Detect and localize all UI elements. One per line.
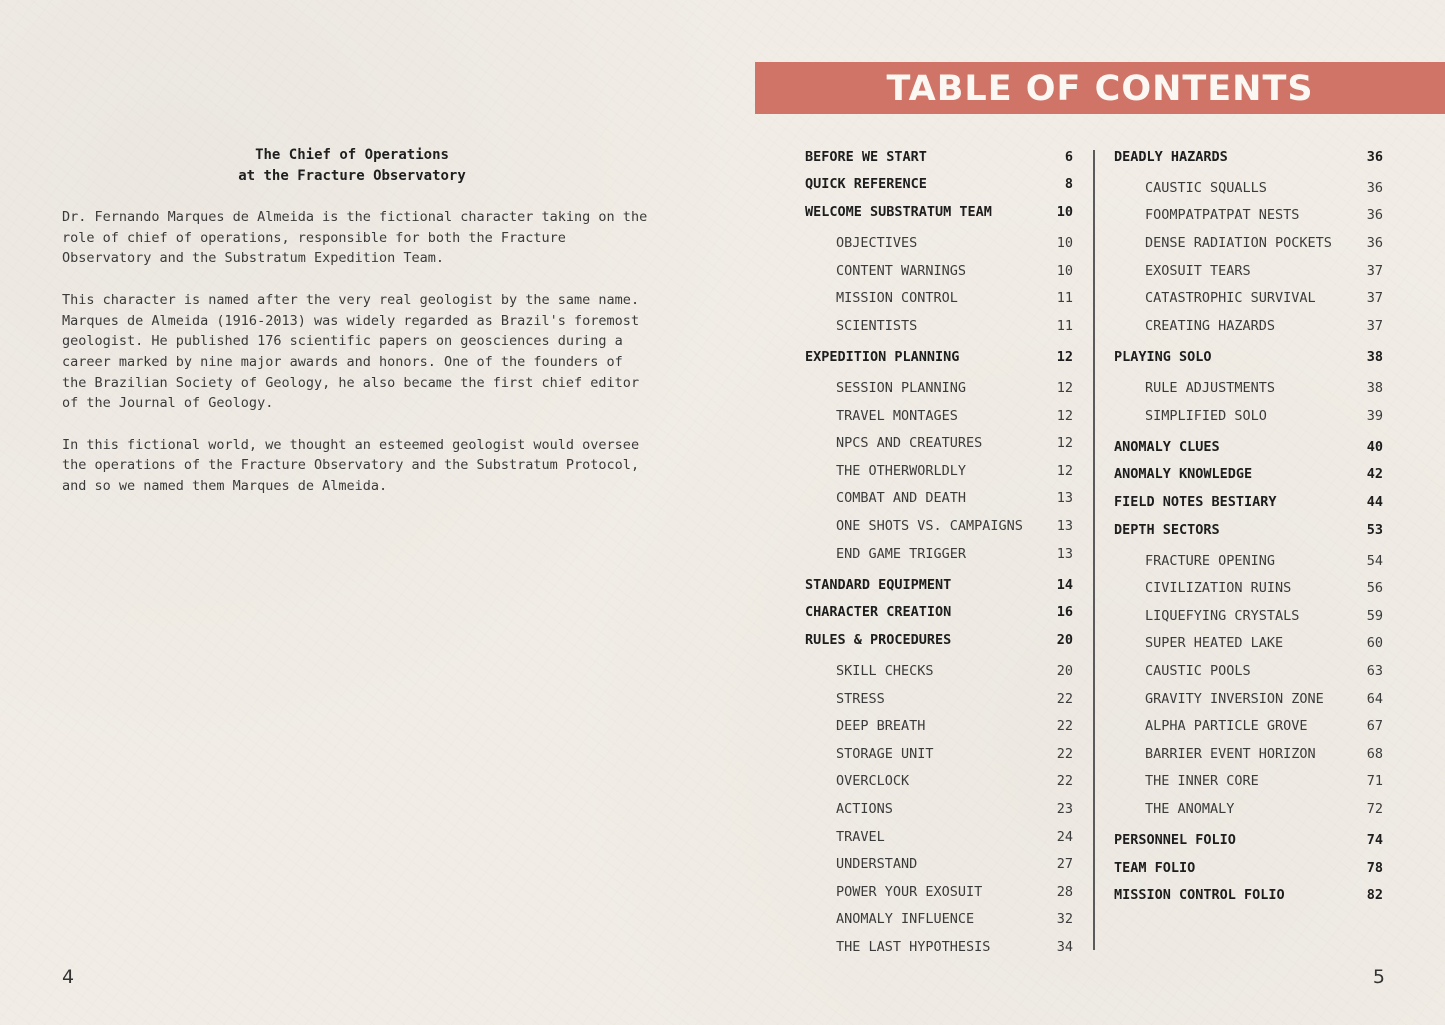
toc-section-entry[interactable] [1114,257,1383,285]
toc-entry-label: ACTIONS [836,800,893,817]
toc-section-entry[interactable] [1114,657,1383,685]
toc-section-entry[interactable] [1114,768,1383,796]
toc-entry-page-number: 11 [1056,317,1073,334]
toc-entry-label: BEFORE WE START [805,148,927,165]
toc-section-entry[interactable] [805,712,1073,740]
essay-body [62,207,652,518]
toc-chapter-entry[interactable] [805,198,1073,226]
toc-chapter-entry[interactable] [1114,143,1383,171]
toc-section-entry[interactable] [805,457,1073,485]
toc-banner [755,62,1445,114]
toc-title: TABLE OF CONTENTS [886,69,1314,109]
toc-chapter-entry[interactable] [1114,433,1383,461]
toc-entry-page-number: 10 [1056,235,1073,252]
toc-section-entry[interactable] [805,850,1073,878]
right-page [722,0,1445,1025]
toc-section-entry[interactable] [805,823,1073,851]
essay-paragraph: Dr. Fernando Marques de Almeida is the fictional character taking on the role of chief of operations, responsible for both the Fracture Observatory and the Substratum Expedition Team. [62,209,648,267]
toc-section-entry[interactable] [1114,547,1383,575]
toc-entry-page-number: 38 [1366,380,1383,397]
toc-entry-label: THE ANOMALY [1145,800,1235,817]
toc-chapter-entry[interactable] [805,599,1073,627]
toc-entry-label: PERSONNEL FOLIO [1114,832,1236,849]
toc-entry-page-number: 23 [1056,800,1073,817]
toc-entry-label: ANOMALY INFLUENCE [836,911,975,928]
toc-entry-label: POWER YOUR EXOSUIT [836,883,983,900]
toc-entry-label: TEAM FOLIO [1114,859,1196,876]
essay-paragraph: In this fictional world, we thought an esteemed geologist would oversee the operations of the Fracture Observatory and the Substratum Protocol, and so we named them Marques de Almeida. [62,436,640,495]
toc-entry-page-number: 12 [1056,380,1073,397]
toc-chapter-entry[interactable] [805,626,1073,654]
toc-entry-label: ONE SHOTS VS. CAMPAIGNS [836,518,1023,535]
toc-section-entry[interactable] [805,485,1073,513]
toc-entry-page-number: 12 [1056,348,1073,365]
toc-chapter-entry[interactable] [805,171,1073,199]
toc-entry-label: STANDARD EQUIPMENT [805,576,952,593]
toc-entry-label: SESSION PLANNING [836,380,967,397]
toc-column-2 [1114,143,1383,909]
toc-section-entry[interactable] [805,740,1073,768]
toc-chapter-entry[interactable] [1114,854,1383,882]
toc-section-entry[interactable] [1114,312,1383,340]
toc-chapter-entry[interactable] [1114,343,1383,371]
toc-section-entry[interactable] [1114,202,1383,230]
toc-entry-label: OBJECTIVES [836,235,918,252]
essay-paragraph: This character is named after the very real geologist by the same name. Marques de Almeida (1916-2013) was widely regarded as Brazil's foremost geologist. He published 176 scientific papers on geosciences during a career marked by nine major awards and honors. One of the founders of the Brazilian Society of Geology, he also became the first chief editor of the Journal of Geology. [62,291,640,412]
toc-entry-page-number: 71 [1366,773,1383,790]
toc-entry-page-number: 22 [1056,745,1073,762]
toc-entry-label: TRAVEL [836,828,885,845]
toc-entry-label: COMBAT AND DEATH [836,490,967,507]
toc-entry-label: SCIENTISTS [836,317,918,334]
toc-entry-page-number: 11 [1056,290,1073,307]
toc-entry-page-number: 36 [1366,148,1383,165]
toc-section-entry[interactable] [805,878,1073,906]
toc-section-entry[interactable] [805,512,1073,540]
toc-section-entry[interactable] [805,429,1073,457]
toc-section-entry[interactable] [805,906,1073,934]
toc-entry-page-number: 36 [1366,235,1383,252]
toc-entry-label: DENSE RADIATION POCKETS [1145,235,1332,252]
toc-entry-label: RULES & PROCEDURES [805,631,952,648]
toc-section-entry[interactable] [1114,229,1383,257]
toc-entry-label: MISSION CONTROL [836,290,958,307]
toc-entry-label: SKILL CHECKS [836,662,934,679]
toc-entry-label: EXOSUIT TEARS [1145,262,1251,279]
toc-entry-page-number: 54 [1366,552,1383,569]
toc-entry-label: SIMPLIFIED SOLO [1145,407,1267,424]
toc-section-entry[interactable] [805,257,1073,285]
toc-chapter-entry[interactable] [1114,488,1383,516]
toc-entry-page-number: 6 [1064,148,1073,165]
toc-entry-label: ALPHA PARTICLE GROVE [1145,718,1308,735]
toc-entry-page-number: 13 [1056,518,1073,535]
toc-entry-page-number: 44 [1366,493,1383,510]
toc-entry-label: CHARACTER CREATION [805,604,952,621]
toc-entry-page-number: 13 [1056,545,1073,562]
toc-entry-label: EXPEDITION PLANNING [805,348,960,365]
toc-entry-page-number: 10 [1056,203,1073,220]
toc-section-entry[interactable] [1114,630,1383,658]
toc-entry-page-number: 37 [1366,262,1383,279]
toc-entry-label: CAUSTIC POOLS [1145,662,1251,679]
toc-section-entry[interactable] [805,312,1073,340]
toc-entry-label: STORAGE UNIT [836,745,934,762]
toc-section-entry[interactable] [1114,602,1383,630]
toc-entry-page-number: 12 [1056,462,1073,479]
toc-entry-label: TRAVEL MONTAGES [836,407,958,424]
toc-entry-label: QUICK REFERENCE [805,176,927,193]
toc-entry-page-number: 20 [1056,662,1073,679]
toc-section-entry[interactable] [1114,795,1383,823]
toc-entry-label: BARRIER EVENT HORIZON [1145,745,1316,762]
toc-entry-page-number: 82 [1366,887,1383,904]
toc-entry-page-number: 12 [1056,435,1073,452]
toc-section-entry[interactable] [1114,174,1383,202]
toc-chapter-entry[interactable] [1114,461,1383,489]
toc-section-entry[interactable] [805,657,1073,685]
toc-entry-label: GRAVITY INVERSION ZONE [1145,690,1324,707]
toc-section-entry[interactable] [805,284,1073,312]
toc-entry-page-number: 67 [1366,718,1383,735]
toc-entry-label: CONTENT WARNINGS [836,262,967,279]
toc-section-entry[interactable] [805,374,1073,402]
toc-entry-page-number: 8 [1064,176,1073,193]
toc-section-entry[interactable] [1114,685,1383,713]
toc-entry-label: UNDERSTAND [836,856,918,873]
toc-section-entry[interactable] [805,768,1073,796]
toc-entry-label: WELCOME SUBSTRATUM TEAM [805,203,992,220]
toc-entry-label: STRESS [836,690,885,707]
toc-section-entry[interactable] [1114,574,1383,602]
essay-heading [62,145,642,187]
toc-entry-label: FIELD NOTES BESTIARY [1114,493,1277,510]
toc-entry-label: PLAYING SOLO [1114,348,1212,365]
toc-entry-label: DEADLY HAZARDS [1114,148,1228,165]
toc-entry-page-number: 20 [1056,631,1073,648]
toc-entry-label: RULE ADJUSTMENTS [1145,380,1276,397]
toc-entry-page-number: 22 [1056,718,1073,735]
toc-chapter-entry[interactable] [805,343,1073,371]
toc-entry-page-number: 22 [1056,773,1073,790]
toc-entry-label: FOOMPATPATPAT NESTS [1145,207,1300,224]
toc-entry-label: CIVILIZATION RUINS [1145,580,1292,597]
page-number-right: 5 [1372,966,1385,988]
toc-entry-label: NPCS AND CREATURES [836,435,983,452]
toc-column-divider [1093,150,1095,950]
toc-section-entry[interactable] [1114,374,1383,402]
toc-entry-label: CATASTROPHIC SURVIVAL [1145,290,1316,307]
toc-entry-label: THE INNER CORE [1145,773,1259,790]
toc-entry-page-number: 36 [1366,179,1383,196]
toc-entry-label: THE OTHERWORLDLY [836,462,967,479]
toc-entry-page-number: 74 [1366,832,1383,849]
toc-chapter-entry[interactable] [1114,881,1383,909]
toc-entry-page-number: 32 [1056,911,1073,928]
toc-entry-page-number: 24 [1056,828,1073,845]
toc-entry-page-number: 27 [1056,856,1073,873]
toc-entry-page-number: 16 [1056,604,1073,621]
toc-entry-page-number: 56 [1366,580,1383,597]
essay-heading-line-2: at the Fracture Observatory [238,168,466,184]
page-number-left: 4 [62,966,75,988]
toc-column-1 [805,143,1073,961]
toc-entry-page-number: 37 [1366,317,1383,334]
toc-entry-page-number: 53 [1366,521,1383,538]
toc-entry-page-number: 42 [1366,466,1383,483]
toc-entry-label: LIQUEFYING CRYSTALS [1145,607,1300,624]
toc-entry-page-number: 28 [1056,883,1073,900]
toc-chapter-entry[interactable] [805,143,1073,171]
toc-entry-page-number: 38 [1366,348,1383,365]
toc-entry-page-number: 36 [1366,207,1383,224]
toc-entry-page-number: 12 [1056,407,1073,424]
toc-entry-label: SUPER HEATED LAKE [1145,635,1284,652]
toc-section-entry[interactable] [1114,712,1383,740]
toc-section-entry[interactable] [1114,740,1383,768]
toc-entry-label: DEPTH SECTORS [1114,521,1220,538]
left-page [0,0,722,1025]
toc-chapter-entry[interactable] [805,571,1073,599]
toc-chapter-entry[interactable] [1114,826,1383,854]
toc-entry-page-number: 22 [1056,690,1073,707]
toc-entry-label: MISSION CONTROL FOLIO [1114,887,1285,904]
toc-entry-page-number: 14 [1056,576,1073,593]
toc-entry-label: THE LAST HYPOTHESIS [836,938,991,955]
toc-entry-label: END GAME TRIGGER [836,545,967,562]
toc-section-entry[interactable] [805,540,1073,568]
toc-entry-label: CAUSTIC SQUALLS [1145,179,1267,196]
toc-entry-label: OVERCLOCK [836,773,910,790]
toc-entry-page-number: 78 [1366,859,1383,876]
toc-entry-page-number: 10 [1056,262,1073,279]
toc-entry-label: CREATING HAZARDS [1145,317,1276,334]
toc-entry-page-number: 68 [1366,745,1383,762]
toc-entry-page-number: 40 [1366,438,1383,455]
toc-entry-page-number: 13 [1056,490,1073,507]
toc-entry-page-number: 34 [1056,938,1073,955]
toc-entry-page-number: 37 [1366,290,1383,307]
toc-entry-page-number: 72 [1366,800,1383,817]
toc-section-entry[interactable] [805,795,1073,823]
toc-entry-page-number: 59 [1366,607,1383,624]
essay-heading-line-1: The Chief of Operations [255,147,449,163]
toc-section-entry[interactable] [805,402,1073,430]
toc-section-entry[interactable] [1114,284,1383,312]
toc-entry-label: DEEP BREATH [836,718,926,735]
toc-section-entry[interactable] [1114,402,1383,430]
toc-entry-page-number: 60 [1366,635,1383,652]
toc-section-entry[interactable] [805,229,1073,257]
toc-entry-label: ANOMALY CLUES [1114,438,1220,455]
toc-chapter-entry[interactable] [1114,516,1383,544]
toc-entry-page-number: 64 [1366,690,1383,707]
toc-entry-page-number: 39 [1366,407,1383,424]
toc-section-entry[interactable] [805,685,1073,713]
toc-entry-label: FRACTURE OPENING [1145,552,1276,569]
toc-entry-page-number: 63 [1366,662,1383,679]
toc-entry-label: ANOMALY KNOWLEDGE [1114,466,1253,483]
toc-section-entry[interactable] [805,933,1073,961]
